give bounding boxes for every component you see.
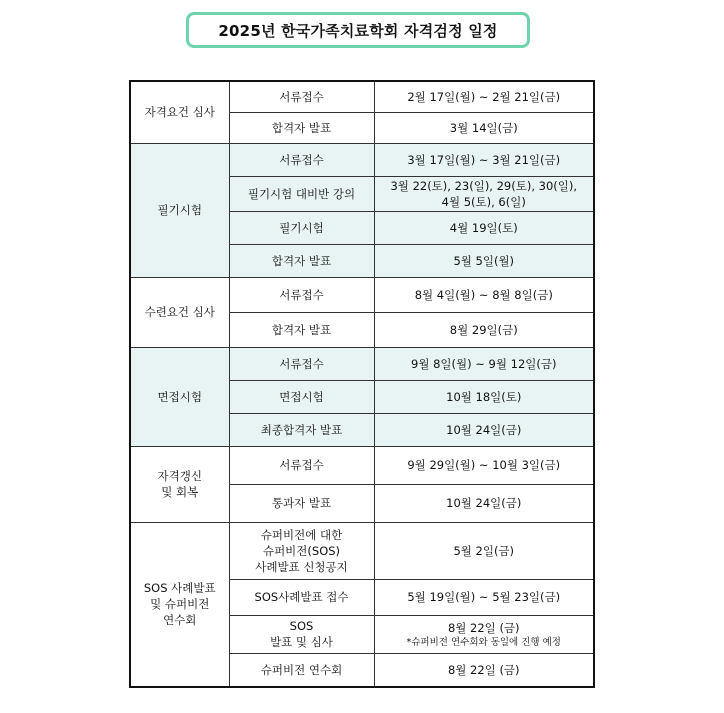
- item-cell: 서류접수: [229, 277, 374, 312]
- date-cell: 8월 22일 (금): [374, 653, 594, 687]
- section-label: SOS 사례발표 및 슈퍼비전 연수회: [130, 522, 229, 687]
- date-cell: 2월 17일(월) ~ 2월 21일(금): [374, 81, 594, 112]
- page-title: [186, 12, 530, 48]
- item-cell: 서류접수: [229, 347, 374, 380]
- date-cell: 3월 14일(금): [374, 112, 594, 143]
- note-text: *슈퍼비전 연수회와 동일에 진행 예정: [406, 636, 561, 648]
- date-cell: 3월 17일(월) ~ 3월 21일(금): [374, 143, 594, 176]
- table-row: [130, 81, 594, 112]
- date-cell: 10월 18일(토): [374, 380, 594, 413]
- item-cell: SOS사례발표 접수: [229, 579, 374, 615]
- item-cell: 면접시험: [229, 380, 374, 413]
- item-cell: 필기시험: [229, 211, 374, 244]
- table-row: [130, 522, 594, 579]
- table-row: [130, 277, 594, 312]
- table-row: [130, 347, 594, 380]
- date-cell: 9월 29일(월) ~ 10월 3일(금): [374, 446, 594, 484]
- section-label: 필기시험: [130, 143, 229, 277]
- item-cell: 통과자 발표: [229, 484, 374, 522]
- item-cell: 서류접수: [229, 446, 374, 484]
- item-cell: 합격자 발표: [229, 312, 374, 347]
- item-cell: 서류접수: [229, 81, 374, 112]
- schedule-table: [129, 80, 595, 688]
- section-label: 수련요건 심사: [130, 277, 229, 347]
- item-cell: 합격자 발표: [229, 244, 374, 277]
- date-cell: 8월 4일(월) ~ 8월 8일(금): [374, 277, 594, 312]
- item-cell: 최종합격자 발표: [229, 413, 374, 446]
- section-label: 자격요건 심사: [130, 81, 229, 143]
- date-cell: 10월 24일(금): [374, 484, 594, 522]
- date-cell: 4월 19일(토): [374, 211, 594, 244]
- section-label: 면접시험: [130, 347, 229, 446]
- item-cell: 서류접수: [229, 143, 374, 176]
- item-cell: 합격자 발표: [229, 112, 374, 143]
- item-cell: 슈퍼비전 연수회: [229, 653, 374, 687]
- date-cell: 9월 8일(월) ~ 9월 12일(금): [374, 347, 594, 380]
- date-cell: 8월 22일 (금) *슈퍼비전 연수회와 동일에 진행 예정: [374, 615, 594, 653]
- item-cell: 슈퍼비전에 대한 슈퍼비전(SOS) 사례발표 신청공지: [229, 522, 374, 579]
- table-row: [130, 143, 594, 176]
- date-cell: 3월 22(토), 23(일), 29(토), 30(일), 4월 5(토), 6(일): [374, 176, 594, 211]
- section-label: 자격갱신 및 회복: [130, 446, 229, 522]
- date-cell: 10월 24일(금): [374, 413, 594, 446]
- date-cell: 5월 5일(월): [374, 244, 594, 277]
- item-cell: SOS 발표 및 심사: [229, 615, 374, 653]
- date-cell: 8월 29일(금): [374, 312, 594, 347]
- item-cell: 필기시험 대비반 강의: [229, 176, 374, 211]
- page-title-text: 2025년 한국가족치료학회 자격검정 일정: [218, 21, 498, 40]
- table-row: [130, 446, 594, 484]
- date-cell: 5월 19일(월) ~ 5월 23일(금): [374, 579, 594, 615]
- date-cell: 5월 2일(금): [374, 522, 594, 579]
